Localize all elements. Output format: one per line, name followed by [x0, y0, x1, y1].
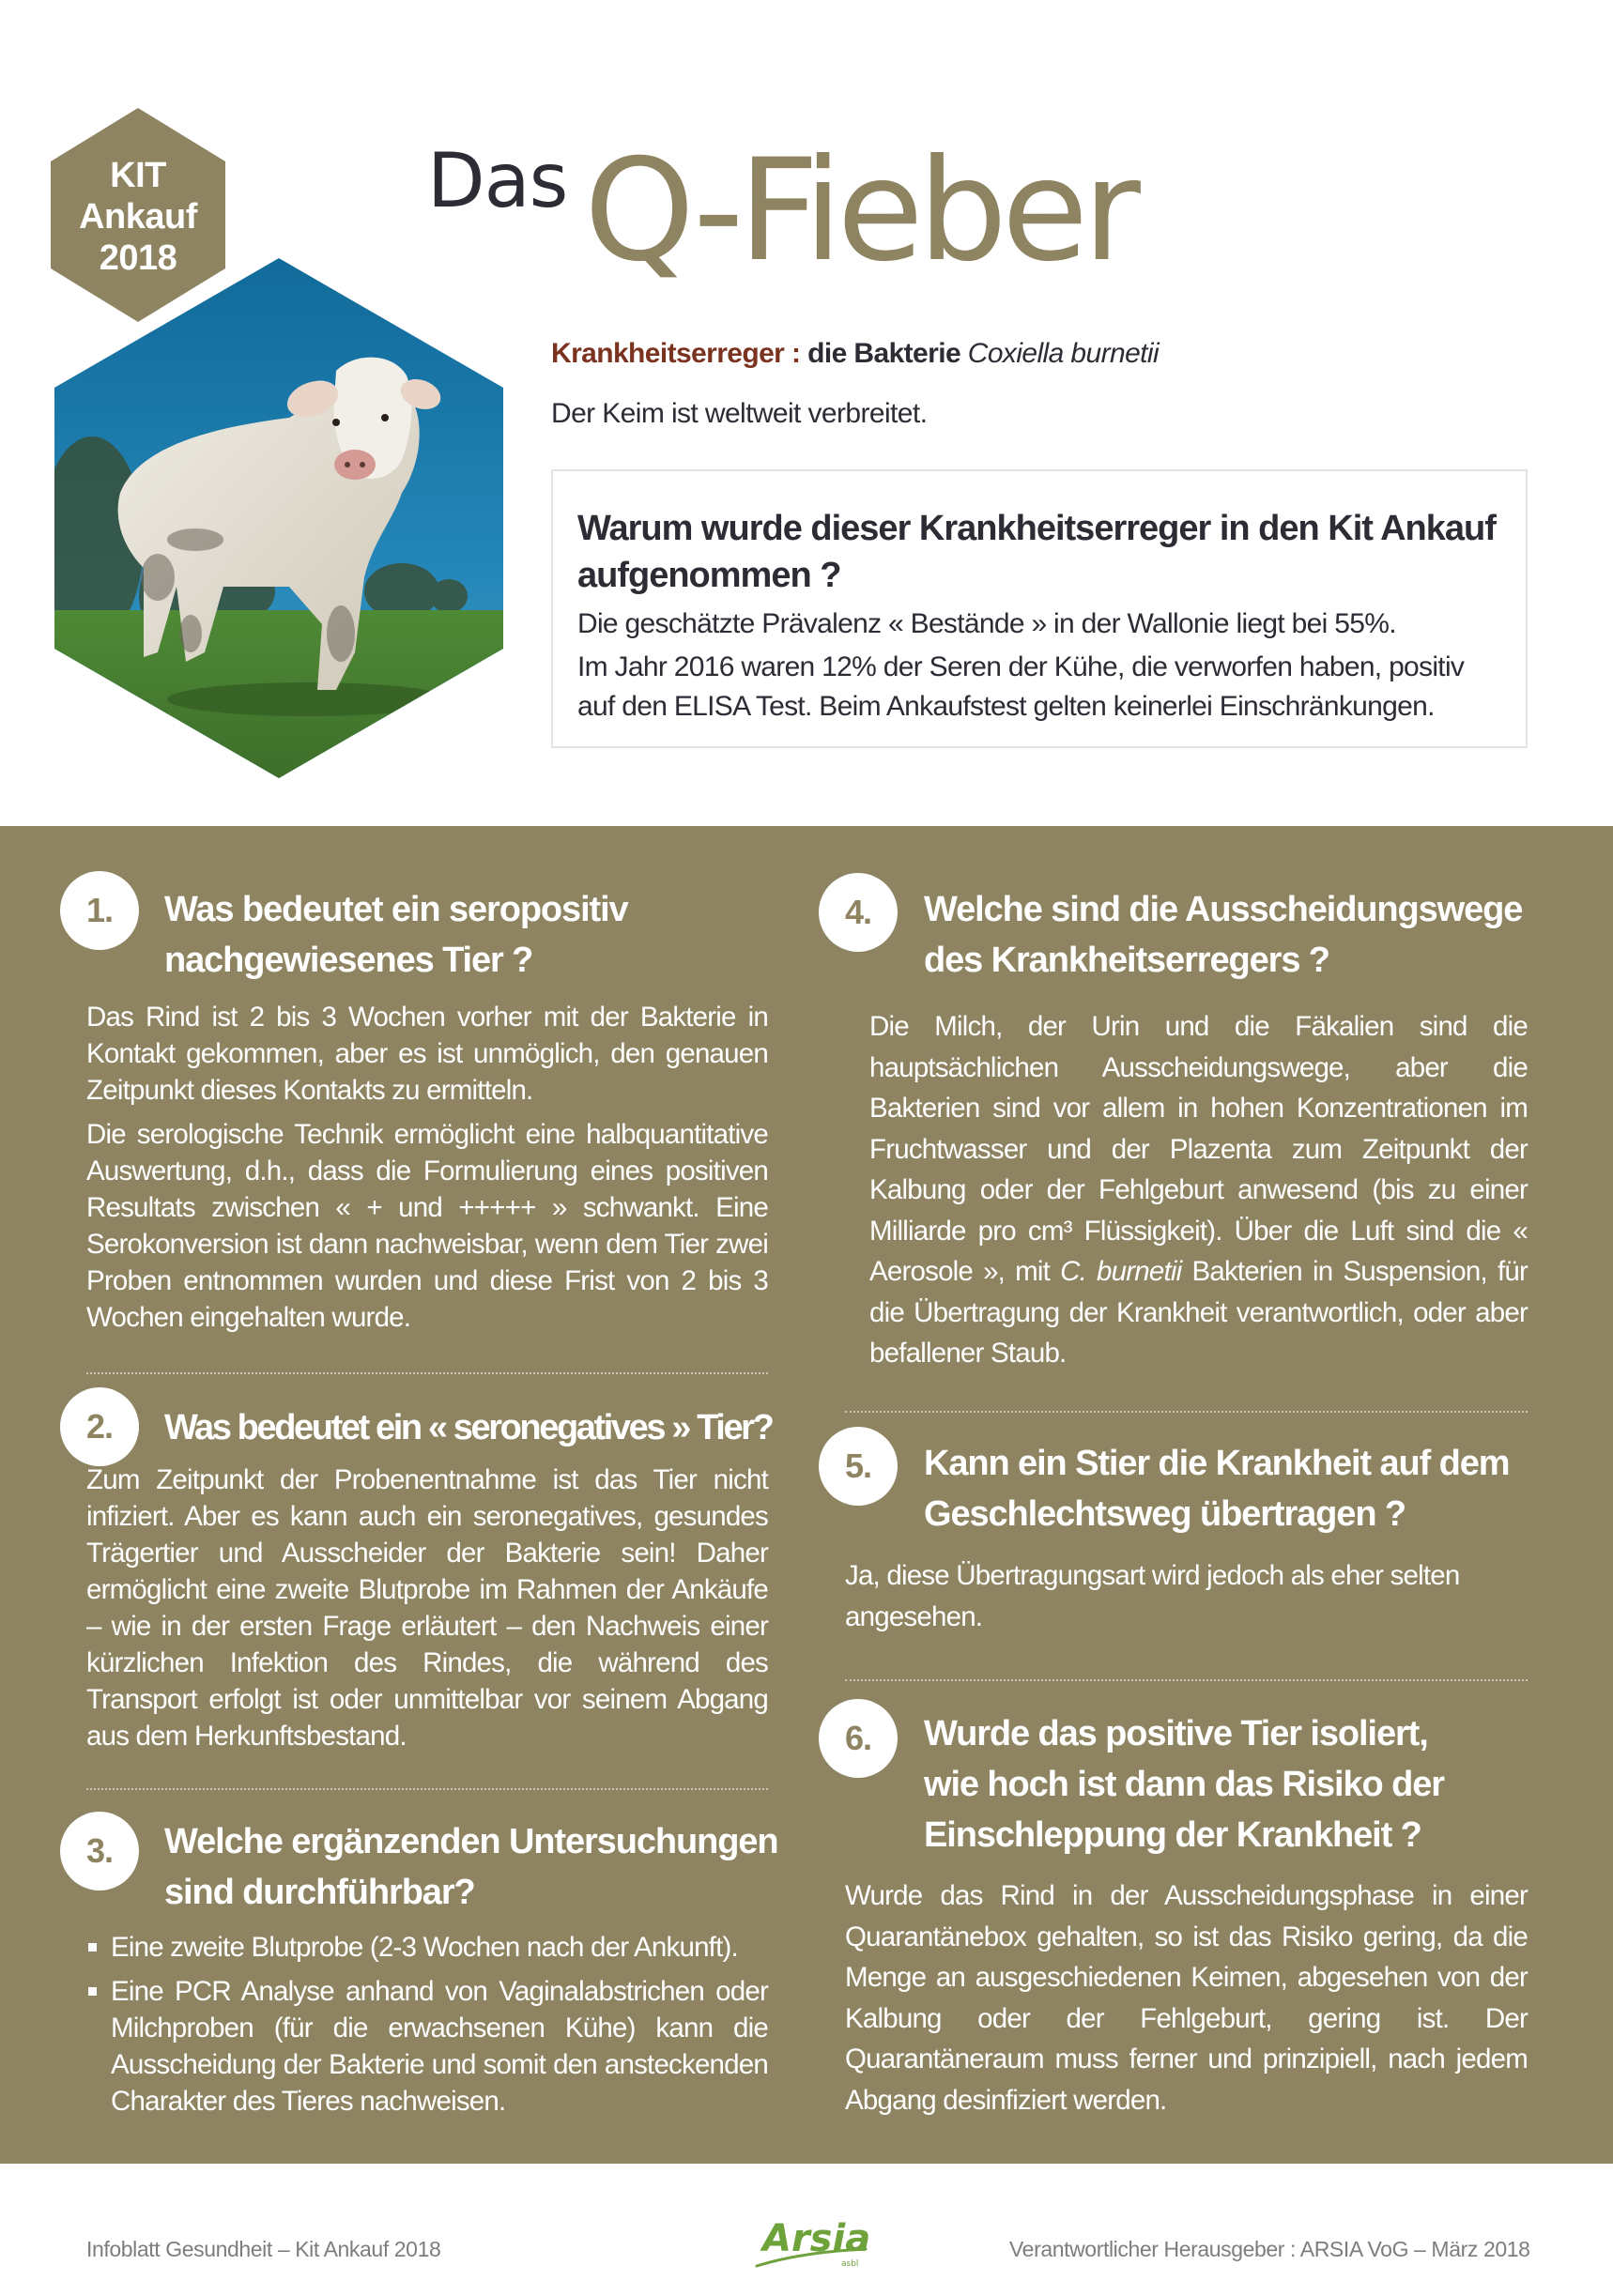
why-included-box	[551, 469, 1528, 748]
answer-body	[86, 1929, 768, 2127]
cow-photo	[54, 258, 503, 778]
title-prefix: Das	[427, 137, 568, 224]
arsia-logo-mark	[749, 2208, 871, 2275]
answer-body	[86, 1462, 768, 1762]
answer-bullet	[86, 1973, 768, 2120]
pathogen-species: Coxiella burnetii	[967, 338, 1160, 369]
pathogen-line	[551, 338, 1159, 370]
section-divider	[86, 1788, 768, 1790]
arsia-logo[interactable]	[749, 2208, 871, 2275]
bullet-text: Eine zweite Blutprobe (2-3 Wochen nach der Ankunft).	[111, 1932, 738, 1963]
question-number-badge: 6.	[819, 1699, 898, 1778]
question-heading: Wurde das positive Tier isoliert, wie hoch ist dann das Risiko der Einschleppung der Krankheit ?	[924, 1714, 1444, 1855]
answer-paragraph: Ja, diese Übertragungsart wird jedoch als eher selten angesehen.	[845, 1560, 1460, 1632]
answer-text: Die Milch, der Urin und die Fäkalien sind die hauptsächlichen Ausscheidungswege, aber die Bakterien sind vor allem in hohen Konzentrationen im Fruchtwasser und der Plazenta zum Zeitpunkt der Kalbung oder der Fehlgeburt anwesend (bis zu einer Milliarde pro cm³ Flüssigkeit). Über die Luft sind die « Aerosole », mit	[869, 1011, 1528, 1287]
logo-subtext: asbl	[841, 2259, 859, 2269]
question-number-badge: 4.	[819, 873, 898, 952]
logo-wordmark: Arsia	[762, 2217, 871, 2260]
why-box-heading: Warum wurde dieser Krankheitserreger in den Kit Ankauf aufgenommen ?	[577, 509, 1496, 595]
species-name: C. burnetii	[1060, 1256, 1182, 1287]
question-heading: Welche ergänzenden Untersuchungen sind durchführbar?	[164, 1822, 778, 1912]
pathogen-value: die Bakterie	[807, 338, 961, 369]
section-divider	[86, 1372, 768, 1374]
pathogen-label: Krankheitserreger :	[551, 338, 801, 369]
question-number-badge: 2.	[60, 1387, 139, 1466]
question-heading: Kann ein Stier die Krankheit auf dem Geschlechtsweg übertragen ?	[924, 1444, 1510, 1534]
answer-text: Bakterien in Suspension, für die Übertragung der Krankheit verantwortlich, oder aber befallener Staub.	[869, 1256, 1528, 1369]
footer-left-text: Infoblatt Gesundheit – Kit Ankauf 2018	[86, 2237, 441, 2261]
answer-body	[845, 1555, 1528, 1645]
answer-body	[845, 1875, 1528, 2128]
question-heading: Was bedeutet ein seropositiv nachgewiesenes Tier ?	[164, 890, 628, 980]
cow-photo-illustration	[54, 258, 503, 778]
bullet-text: Eine PCR Analyse anhand von Vaginalabstrichen oder Milchproben (für die erwachsenen Kühe) kann die Ausscheidung der Bakterie und somit den ansteckenden Charakter des Tieres nachweisen.	[111, 1976, 768, 2117]
bullet-square-icon	[88, 1943, 97, 1952]
footer-right-text: Verantwortlicher Herausgeber : ARSIA VoG – März 2018	[1009, 2237, 1530, 2261]
page-title: Q-Fieber	[584, 130, 1135, 293]
answer-bullet-list	[86, 1929, 768, 2120]
badge-line-year: 2018	[99, 238, 177, 278]
spread-text: Der Keim ist weltweit verbreitet.	[551, 398, 928, 429]
answer-paragraph	[869, 1006, 1528, 1374]
question-number-badge: 5.	[819, 1427, 898, 1506]
answer-bullet	[86, 1929, 768, 1966]
question-number-badge: 3.	[60, 1812, 139, 1890]
why-box-paragraph: Im Jahr 2016 waren 12% der Seren der Kühe, die verworfen haben, positiv auf den ELISA Test. Beim Ankaufstest gelten keinerlei Einschränkungen.	[577, 651, 1465, 722]
answer-body	[869, 1006, 1528, 1382]
badge-line-kit: KIT	[110, 156, 166, 195]
question-heading: Welche sind die Ausscheidungswege des Krankheitserregers ?	[924, 890, 1523, 980]
badge-line-ankauf: Ankauf	[79, 197, 197, 237]
why-box-paragraph: Die geschätzte Prävalenz « Bestände » in der Wallonie liegt bei 55%.	[577, 608, 1396, 639]
answer-paragraph: Die serologische Technik ermöglicht eine halbquantitative Auswertung, d.h., dass die Formulierung eines positiven Resultats zwischen « + und +++++ » schwankt. Eine Serokonversion ist dann nachweisbar, wenn dem Tier zwei Proben entnommen wurden und diese Frist von 2 bis 3 Wochen eingehalten wurde.	[86, 1119, 768, 1333]
question-number-badge: 1.	[60, 871, 139, 950]
question-heading: Was bedeutet ein « seronegatives » Tier?	[164, 1408, 773, 1447]
answer-paragraph: Wurde das Rind in der Ausscheidungsphase in einer Quarantänebox gehalten, so ist das Risiko gering, da die Menge an ausgeschiedenen Keimen, abgesehen von der Kalbung oder der Fehlgeburt, gering ist. Der Quarantäneraum muss ferner und prinzipiell, nach jedem Abgang desinfiziert werden.	[845, 1880, 1528, 2116]
answer-body	[86, 999, 768, 1343]
section-divider	[845, 1411, 1528, 1413]
answer-paragraph: Zum Zeitpunkt der Probenentnahme ist das Tier nicht infiziert. Aber es kann auch ein seronegatives, gesundes Trägertier und Ausscheider der Bakterie sein! Daher ermöglicht eine zweite Blutprobe im Rahmen der Ankäufe – wie in der ersten Frage erläutert – den Nachweis einer kürzlichen Infektion des Rindes, die während des Transport erfolgt ist oder unmittelbar vor seinem Abgang aus dem Herkunftsbestand.	[86, 1464, 768, 1752]
answer-paragraph: Das Rind ist 2 bis 3 Wochen vorher mit der Bakterie in Kontakt gekommen, aber es ist unmöglich, den genauen Zeitpunkt dieses Kontakts zu ermitteln.	[86, 1002, 768, 1106]
bullet-square-icon	[88, 1987, 97, 1996]
section-divider	[845, 1679, 1528, 1681]
qa-section	[0, 826, 1613, 2164]
